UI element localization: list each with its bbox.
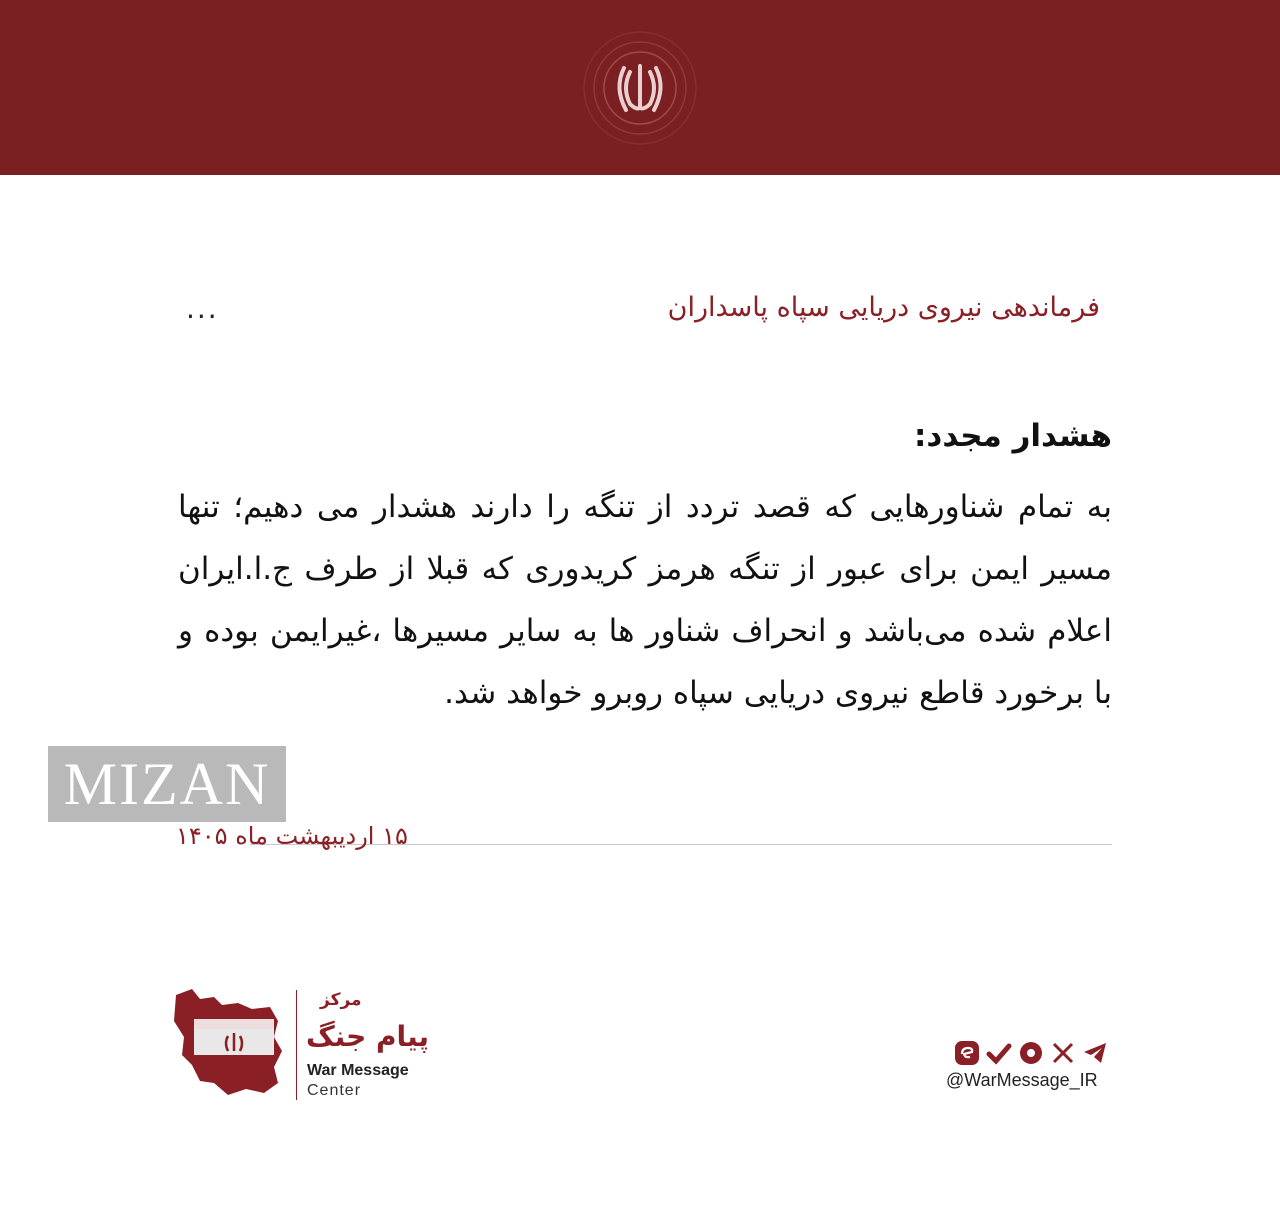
- social-icons: [948, 1038, 1108, 1068]
- iran-map-logo-icon: [170, 985, 288, 1097]
- mizan-watermark: [48, 746, 286, 822]
- logo-separator: [296, 990, 297, 1100]
- post-subtitle: هشدار مجدد:: [914, 418, 1112, 454]
- telegram-icon[interactable]: [1082, 1040, 1108, 1066]
- logo-fa-small: مرکز: [320, 990, 362, 1010]
- more-options-button[interactable]: ...: [186, 292, 219, 325]
- x-icon[interactable]: [1050, 1040, 1076, 1066]
- iran-emblem-icon: [580, 28, 700, 148]
- logo-en-line1: War Message: [307, 1062, 409, 1079]
- source-title: فرماندهی نیروی دریایی سپاه پاسداران: [667, 292, 1100, 323]
- post-body: به تمام شناورهایی که قصد تردد از تنگه را دارند هشدار می دهیم؛ تنها مسیر ایمن برای عبور از تنگه هرمز کریدوری که قبلا از طرف ج.ا.ایران اعلام شده می‌باشد و انحراف شناور ها به سایر مسیرها ،غیرایمن بوده و با برخورد قاطع نیروی دریایی سپاه روبرو خواهد شد.: [178, 489, 1112, 711]
- header-banner: [0, 0, 1280, 175]
- logo-en-line2: Center: [307, 1082, 362, 1099]
- logo-fa-title: پیام جنگ: [306, 1020, 430, 1053]
- social-handle[interactable]: @WarMessage_IR: [946, 1070, 1098, 1090]
- bale-icon[interactable]: [1018, 1040, 1044, 1066]
- rubika-icon[interactable]: [986, 1040, 1012, 1066]
- post-date: ۱۵ اردیبهشت ماه ۱۴۰۵: [176, 822, 408, 850]
- mizan-watermark-label: MIZAN: [63, 750, 271, 817]
- eitaa-icon[interactable]: [954, 1040, 980, 1066]
